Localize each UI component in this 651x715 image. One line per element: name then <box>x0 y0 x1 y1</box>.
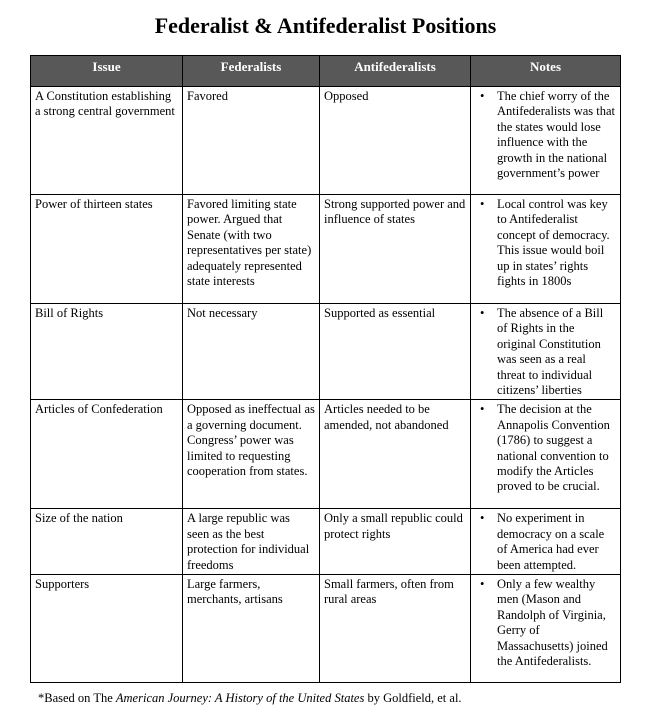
cell-federalists: Favored limiting state power. Argued that Senate (with two representatives per state) adequately represented state interests <box>183 195 320 304</box>
table-row <box>31 400 621 509</box>
bullet-icon: • <box>480 402 485 417</box>
header-issue: Issue <box>31 56 183 87</box>
bullet-icon: • <box>480 577 485 592</box>
cell-antifederalists: Strong supported power and influence of states <box>320 195 471 304</box>
cell-federalists: A large republic was seen as the best protection for individual freedoms <box>183 509 320 575</box>
table-row <box>31 575 621 683</box>
cell-federalists: Opposed as ineffectual as a governing document. Congress’ power was limited to requesting cooperation from states. <box>183 400 320 509</box>
footnote-book-title: American Journey: A History of the United States <box>115 691 365 705</box>
document-title: Federalist & Antifederalist Positions <box>154 13 497 38</box>
header-notes: Notes <box>471 56 621 87</box>
cell-antifederalists: Only a small republic could protect rights <box>320 509 471 575</box>
cell-issue: Power of thirteen states <box>31 195 183 304</box>
note-text: Local control was key to Antifederalist concept of democracy. This issue would boil up in states’ rights fights in 1800s <box>497 197 610 289</box>
cell-federalists: Favored <box>183 87 320 195</box>
cell-federalists: Large farmers, merchants, artisans <box>183 575 320 683</box>
note-text: Only a few wealthy men (Mason and Randolph of Virginia, Gerry of Massachusetts) joined the Antifederalists. <box>497 577 608 669</box>
cell-issue: Supporters <box>31 575 183 683</box>
cell-issue: Articles of Confederation <box>31 400 183 509</box>
cell-notes <box>471 304 621 400</box>
bullet-icon: • <box>480 197 485 211</box>
table-row <box>31 304 621 400</box>
footnote-suffix: by Goldfield, et al. <box>364 691 462 705</box>
positions-table <box>30 55 621 683</box>
note-text: The decision at the Annapolis Convention (1786) to suggest a national convention to modify the Articles proved to be crucial. <box>497 402 610 494</box>
table-row <box>31 87 621 195</box>
header-antifederalists: Antifederalists <box>320 56 471 87</box>
cell-notes <box>471 400 621 509</box>
cell-antifederalists: Opposed <box>320 87 471 195</box>
cell-antifederalists: Supported as essential <box>320 304 471 400</box>
source-footnote <box>38 691 462 706</box>
cell-notes <box>471 195 621 304</box>
cell-issue: A Constitution establishing a strong central government <box>31 87 183 195</box>
cell-antifederalists: Articles needed to be amended, not abandoned <box>320 400 471 509</box>
bullet-icon: • <box>480 511 485 526</box>
note-text: The absence of a Bill of Rights in the original Constitution was seen as a real threat to individual citizens’ liberties <box>497 306 604 398</box>
table-row <box>31 195 621 304</box>
cell-notes <box>471 87 621 195</box>
table-row <box>31 509 621 575</box>
bullet-icon: • <box>480 306 485 320</box>
cell-federalists: Not necessary <box>183 304 320 400</box>
bullet-icon: • <box>480 89 485 103</box>
note-text: No experiment in democracy on a scale of America had ever been attempted. <box>497 511 605 572</box>
cell-notes <box>471 575 621 683</box>
table-header-row <box>31 56 621 87</box>
footnote-prefix: *Based on The <box>38 691 116 705</box>
note-text: The chief worry of the Antifederalists was that the states would lose influence with the growth in the national government’s power <box>497 89 616 181</box>
cell-issue: Size of the nation <box>31 509 183 575</box>
header-federalists: Federalists <box>183 56 320 87</box>
cell-notes <box>471 509 621 575</box>
cell-antifederalists: Small farmers, often from rural areas <box>320 575 471 683</box>
cell-issue: Bill of Rights <box>31 304 183 400</box>
